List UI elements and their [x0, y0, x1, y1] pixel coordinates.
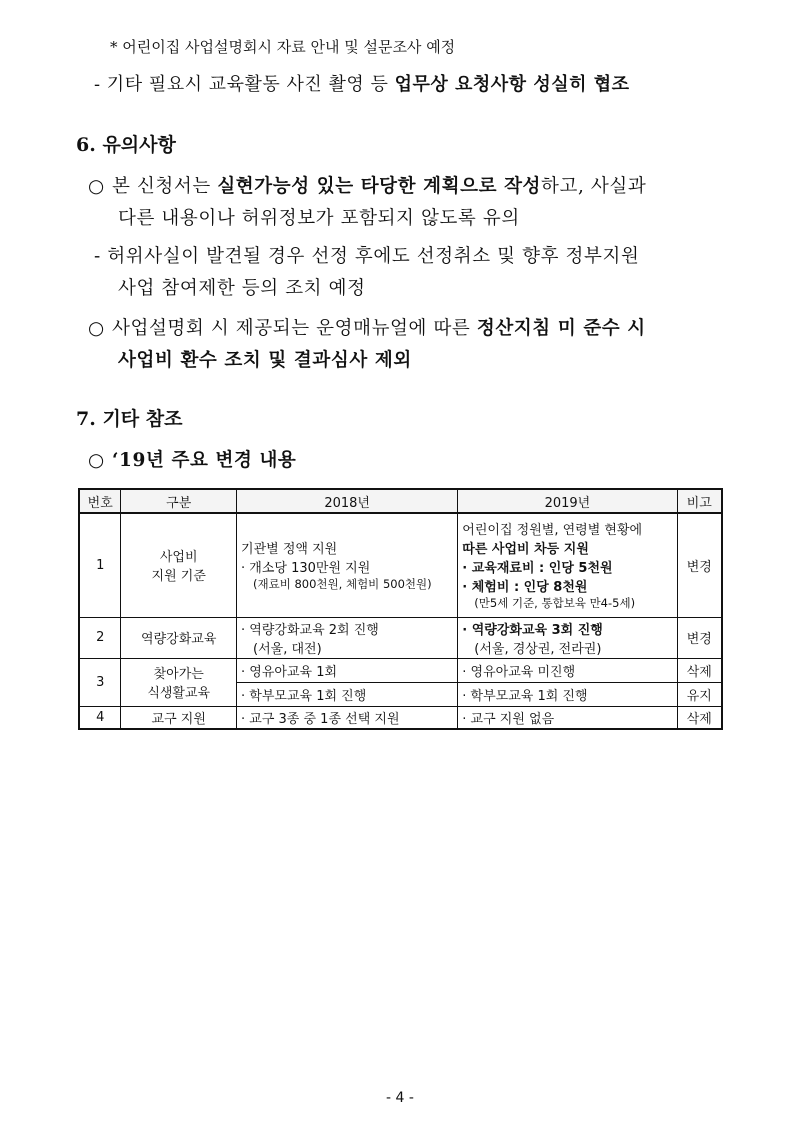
table-header-row	[79, 489, 722, 513]
row-note: 유지	[677, 682, 722, 706]
caution-2-continuation	[118, 346, 412, 372]
cell-line: 기관별 정액 지원	[241, 542, 338, 558]
table-row	[79, 513, 722, 617]
table-row	[79, 617, 722, 658]
caution-bullet-2	[88, 314, 646, 340]
header-no: 번호	[79, 489, 121, 513]
header-note: 비고	[677, 489, 722, 513]
row-2019: · 영유아교육 미진행	[458, 658, 677, 682]
header-category: 구분	[121, 489, 237, 513]
caution-1-continuation: 다른 내용이나 허위정보가 포함되지 않도록 유의	[118, 208, 520, 229]
category-line: 지원 기준	[151, 569, 206, 585]
cell-line: 따른 사업비 차등 지원	[462, 542, 589, 558]
cell-line: (서울, 경상권, 전라권)	[474, 641, 602, 657]
cell-line: · 체험비 : 인당 8천원	[462, 580, 588, 596]
row-2018	[237, 513, 458, 617]
row-2019: · 교구 지원 없음	[458, 706, 677, 729]
cooperation-text: - 기타 필요시 교육활동 사진 촬영 등	[94, 74, 395, 95]
changes-table	[78, 488, 723, 730]
cell-line: · 개소당 130만원 지원	[241, 561, 371, 577]
row-2018	[237, 617, 458, 658]
row-note: 변경	[677, 617, 722, 658]
row-category: 교구 지원	[121, 706, 237, 729]
header-2018: 2018년	[237, 489, 458, 513]
changes-title: ‘19년 주요 변경 내용	[112, 450, 297, 471]
row-2018: · 학부모교육 1회 진행	[237, 682, 458, 706]
category-line: 찾아가는	[153, 667, 204, 682]
bullet-circle: ○	[88, 176, 105, 197]
row-no: 1	[79, 513, 121, 617]
cell-line: (만5세 기준, 통합보육 만4-5세)	[474, 596, 636, 611]
row-2018: · 영유아교육 1회	[237, 658, 458, 682]
caution-1-emphasis: 실현가능성 있는 타당한 계획으로 작성	[217, 176, 542, 197]
changes-bullet	[88, 446, 296, 472]
header-2019: 2019년	[458, 489, 677, 513]
row-2018: · 교구 3종 중 1종 선택 지원	[237, 706, 458, 729]
bullet-circle: ○	[88, 450, 105, 471]
row-no: 2	[79, 617, 121, 658]
survey-note: * 어린이집 사업설명회시 자료 안내 및 설문조사 예정	[110, 38, 456, 56]
table-row	[79, 658, 722, 682]
row-note: 삭제	[677, 658, 722, 682]
row-category	[121, 658, 237, 706]
bullet-circle: ○	[88, 318, 105, 339]
section-7-heading: 7. 기타 참조	[76, 408, 183, 430]
row-2019: · 학부모교육 1회 진행	[458, 682, 677, 706]
row-2019	[458, 617, 677, 658]
caution-1-suffix: 하고, 사실과	[541, 176, 647, 197]
caution-2-emphasis: 정산지침 미 준수 시	[476, 318, 646, 339]
section-6-heading: 6. 유의사항	[76, 134, 176, 156]
false-info-warning-cont: 사업 참여제한 등의 조치 예정	[118, 278, 366, 299]
caution-2-cont-emphasis: 사업비 환수 조치 및 결과심사 제외	[118, 350, 412, 371]
row-category: 역량강화교육	[121, 617, 237, 658]
cell-line: (재료비 800천원, 체험비 500천원)	[253, 577, 432, 592]
cell-line: (서울, 대전)	[253, 641, 322, 657]
row-note: 삭제	[677, 706, 722, 729]
caution-1-text: 본 신청서는	[112, 176, 218, 197]
row-note: 변경	[677, 513, 722, 617]
cooperation-emphasis: 업무상 요청사항 성실히 협조	[394, 74, 630, 95]
cell-line: · 역량강화교육 2회 진행	[241, 622, 379, 638]
row-no: 4	[79, 706, 121, 729]
cell-line: 어린이집 정원별, 연령별 현황에	[462, 523, 643, 539]
cell-line: · 역량강화교육 3회 진행	[462, 622, 603, 638]
caution-2-text: 사업설명회 시 제공되는 운영매뉴얼에 따른	[112, 318, 477, 339]
cooperation-line	[94, 70, 630, 96]
category-line: 식생활교육	[147, 686, 211, 701]
page-number: - 4 -	[386, 1090, 414, 1106]
category-line: 사업비	[159, 550, 198, 566]
cell-line: · 교육재료비 : 인당 5천원	[462, 561, 613, 577]
row-no: 3	[79, 658, 121, 706]
row-2019	[458, 513, 677, 617]
table-row	[79, 706, 722, 729]
false-info-warning: - 허위사실이 발견될 경우 선정 후에도 선정취소 및 향후 정부지원	[94, 246, 640, 267]
row-category	[121, 513, 237, 617]
caution-bullet-1	[88, 172, 646, 198]
